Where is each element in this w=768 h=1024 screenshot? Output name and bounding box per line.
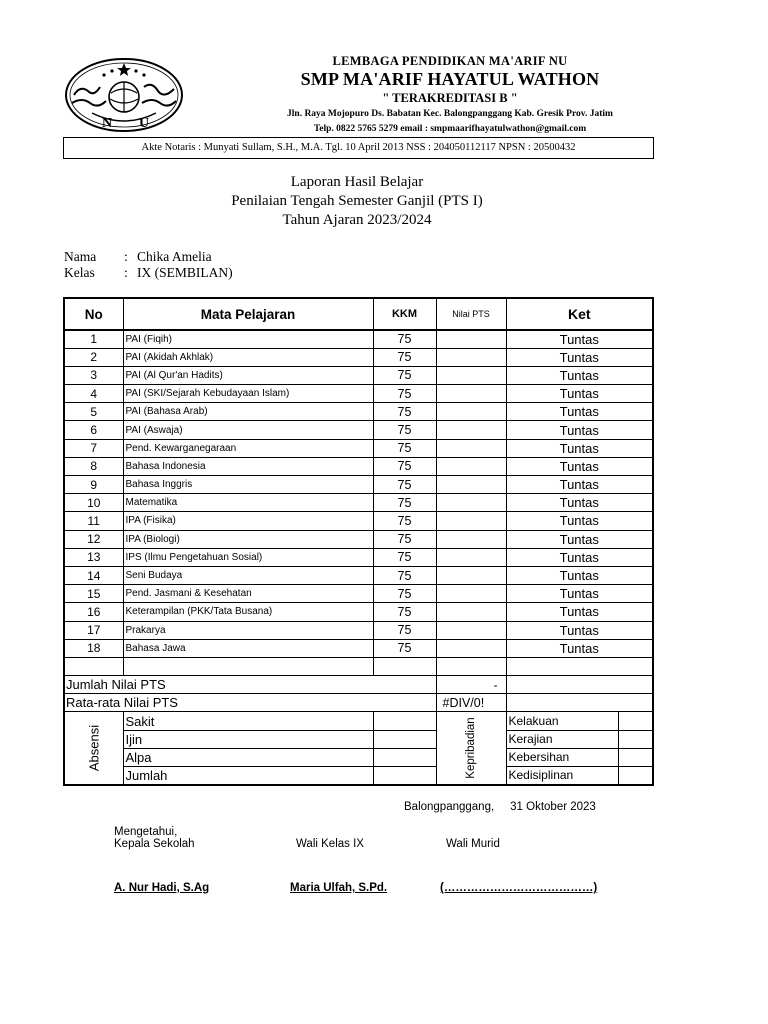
- row-score: [436, 530, 506, 548]
- parent-name: (…………………………………): [440, 882, 598, 894]
- row-number: 1: [64, 330, 123, 348]
- table-row: [64, 512, 653, 530]
- average-label: Rata-rata Nilai PTS: [64, 694, 436, 712]
- row-ket: Tuntas: [506, 476, 653, 494]
- row-number: 11: [64, 512, 123, 530]
- principal-title: Kepala Sekolah: [114, 838, 195, 850]
- school-contact: Telp. 0822 5765 5279 email : smpmaarifhayatulwathon@gmail.com: [313, 124, 587, 134]
- row-kkm: 75: [373, 348, 436, 366]
- personality-title-text: Kepribadian: [465, 717, 477, 779]
- row-number: 4: [64, 385, 123, 403]
- akte-notaris: Akte Notaris : Munyati Sullam, S.H., M.A. Tgl. 10 April 2013 NSS : 204050112117 NPSN : 20500432: [63, 137, 654, 159]
- row-ket: Tuntas: [506, 366, 653, 384]
- attendance-value: [373, 748, 436, 766]
- attendance-item: Alpa: [123, 748, 373, 766]
- personality-title: [436, 712, 506, 785]
- attendance-row: [64, 748, 653, 766]
- row-ket: Tuntas: [506, 512, 653, 530]
- row-score: [436, 330, 506, 348]
- attendance-value: [373, 767, 436, 785]
- row-kkm: 75: [373, 366, 436, 384]
- row-score: [436, 421, 506, 439]
- attendance-row: [64, 730, 653, 748]
- row-ket: Tuntas: [506, 385, 653, 403]
- total-label: Jumlah Nilai PTS: [64, 676, 436, 694]
- empty-cell: [373, 657, 436, 675]
- row-ket: Tuntas: [506, 403, 653, 421]
- row-ket: Tuntas: [506, 348, 653, 366]
- row-subject: Bahasa Jawa: [123, 639, 373, 657]
- total-row: [64, 676, 653, 694]
- parent-title: Wali Murid: [446, 838, 500, 850]
- average-value: #DIV/0!: [436, 694, 506, 712]
- report-subtitle: Penilaian Tengah Semester Ganjil (PTS I): [231, 193, 483, 209]
- row-subject: Seni Budaya: [123, 566, 373, 584]
- row-kkm: 75: [373, 476, 436, 494]
- row-subject: Matematika: [123, 494, 373, 512]
- name-colon: :: [124, 249, 128, 264]
- table-row: [64, 348, 653, 366]
- row-subject: PAI (Al Qur'an Hadits): [123, 366, 373, 384]
- grade-table: [63, 297, 654, 786]
- school-logo: [64, 57, 184, 133]
- student-name: Chika Amelia: [137, 249, 212, 264]
- row-score: [436, 348, 506, 366]
- acknowledged-label: Mengetahui,: [114, 826, 178, 838]
- personality-item: Kerajian: [506, 730, 618, 748]
- row-number: 8: [64, 457, 123, 475]
- empty-row: [64, 657, 653, 675]
- table-row: [64, 457, 653, 475]
- table-header: [64, 298, 653, 330]
- personality-value: [618, 712, 653, 730]
- total-value: -: [436, 676, 506, 694]
- table-row: [64, 621, 653, 639]
- empty-cell: [506, 657, 653, 675]
- row-number: 2: [64, 348, 123, 366]
- personality-value: [618, 767, 653, 785]
- row-kkm: 75: [373, 530, 436, 548]
- row-number: 18: [64, 639, 123, 657]
- row-kkm: 75: [373, 385, 436, 403]
- row-subject: Pend. Kewarganegaraan: [123, 439, 373, 457]
- attendance-item: Sakit: [123, 712, 373, 730]
- row-ket: Tuntas: [506, 530, 653, 548]
- row-score: [436, 585, 506, 603]
- row-subject: PAI (Akidah Akhlak): [123, 348, 373, 366]
- row-ket: Tuntas: [506, 494, 653, 512]
- row-subject: PAI (Bahasa Arab): [123, 403, 373, 421]
- row-kkm: 75: [373, 621, 436, 639]
- table-row: [64, 566, 653, 584]
- school-address: Jln. Raya Mojopuro Ds. Babatan Kec. Balongpanggang Kab. Gresik Prov. Jatim: [287, 109, 613, 119]
- row-number: 17: [64, 621, 123, 639]
- row-number: 9: [64, 476, 123, 494]
- logo-letter-u: U: [139, 116, 150, 131]
- attendance-row: [64, 712, 653, 730]
- logo-letter-n: N: [102, 116, 113, 131]
- header-kkm: KKM: [373, 298, 436, 330]
- row-subject: PAI (SKI/Sejarah Kebudayaan Islam): [123, 385, 373, 403]
- student-class: IX (SEMBILAN): [137, 265, 233, 280]
- row-subject: Keterampilan (PKK/Tata Busana): [123, 603, 373, 621]
- header-no: No: [64, 298, 123, 330]
- row-number: 15: [64, 585, 123, 603]
- row-ket: Tuntas: [506, 439, 653, 457]
- name-label: Nama: [64, 249, 97, 264]
- row-number: 10: [64, 494, 123, 512]
- table-row: [64, 366, 653, 384]
- principal-name: A. Nur Hadi, S.Ag: [114, 882, 210, 894]
- institution-name: LEMBAGA PENDIDIKAN MA'ARIF NU: [332, 54, 568, 68]
- row-kkm: 75: [373, 639, 436, 657]
- row-score: [436, 457, 506, 475]
- row-number: 6: [64, 421, 123, 439]
- header-subject: Mata Pelajaran: [123, 298, 373, 330]
- row-score: [436, 494, 506, 512]
- row-score: [436, 366, 506, 384]
- row-score: [436, 621, 506, 639]
- row-kkm: 75: [373, 439, 436, 457]
- row-ket: Tuntas: [506, 566, 653, 584]
- row-number: 14: [64, 566, 123, 584]
- table-row: [64, 403, 653, 421]
- row-kkm: 75: [373, 566, 436, 584]
- row-ket: Tuntas: [506, 603, 653, 621]
- personality-item: Kelakuan: [506, 712, 618, 730]
- personality-value: [618, 748, 653, 766]
- row-score: [436, 403, 506, 421]
- homeroom-name: Maria Ulfah, S.Pd.: [290, 882, 388, 894]
- row-ket: Tuntas: [506, 330, 653, 348]
- row-score: [436, 385, 506, 403]
- personality-item: Kedisiplinan: [506, 767, 618, 785]
- table-row: [64, 494, 653, 512]
- row-subject: PAI (Fiqih): [123, 330, 373, 348]
- table-row: [64, 530, 653, 548]
- accreditation: " TERAKREDITASI B ": [382, 91, 518, 105]
- personality-value: [618, 730, 653, 748]
- row-ket: Tuntas: [506, 585, 653, 603]
- row-number: 13: [64, 548, 123, 566]
- class-label: Kelas: [64, 265, 95, 280]
- row-number: 7: [64, 439, 123, 457]
- header-ket: Ket: [506, 298, 653, 330]
- attendance-value: [373, 730, 436, 748]
- row-number: 12: [64, 530, 123, 548]
- table-row: [64, 639, 653, 657]
- table-row: [64, 603, 653, 621]
- row-score: [436, 603, 506, 621]
- row-score: [436, 548, 506, 566]
- row-kkm: 75: [373, 512, 436, 530]
- school-name: SMP MA'ARIF HAYATUL WATHON: [300, 69, 600, 89]
- row-ket: Tuntas: [506, 421, 653, 439]
- row-subject: IPA (Fisika): [123, 512, 373, 530]
- row-kkm: 75: [373, 330, 436, 348]
- row-subject: IPS (Ilmu Pengetahuan Sosial): [123, 548, 373, 566]
- academic-year: Tahun Ajaran 2023/2024: [282, 212, 432, 228]
- row-ket: Tuntas: [506, 639, 653, 657]
- class-colon: :: [124, 265, 128, 280]
- row-kkm: 75: [373, 494, 436, 512]
- place-date: Balongpanggang, 31 Oktober 2023: [404, 801, 596, 813]
- empty-cell: [436, 657, 506, 675]
- row-ket: Tuntas: [506, 548, 653, 566]
- row-kkm: 75: [373, 403, 436, 421]
- attendance-item: Ijin: [123, 730, 373, 748]
- table-row: [64, 421, 653, 439]
- row-score: [436, 512, 506, 530]
- row-score: [436, 476, 506, 494]
- attendance-item: Jumlah: [123, 767, 373, 785]
- row-subject: PAI (Aswaja): [123, 421, 373, 439]
- row-kkm: 75: [373, 585, 436, 603]
- row-number: 16: [64, 603, 123, 621]
- homeroom-title: Wali Kelas IX: [296, 838, 364, 850]
- empty-cell: [123, 657, 373, 675]
- row-number: 3: [64, 366, 123, 384]
- attendance-title-text: Absensi: [86, 724, 102, 772]
- row-subject: Bahasa Indonesia: [123, 457, 373, 475]
- row-kkm: 75: [373, 421, 436, 439]
- table-row: [64, 585, 653, 603]
- row-subject: IPA (Biologi): [123, 530, 373, 548]
- header-score: Nilai PTS: [436, 298, 506, 330]
- average-row: [64, 694, 653, 712]
- attendance-value: [373, 712, 436, 730]
- row-kkm: 75: [373, 457, 436, 475]
- table-row: [64, 476, 653, 494]
- table-row: [64, 385, 653, 403]
- report-title: Laporan Hasil Belajar: [290, 174, 424, 190]
- row-subject: Bahasa Inggris: [123, 476, 373, 494]
- row-score: [436, 566, 506, 584]
- attendance-title: [64, 712, 123, 785]
- personality-item: Kebersihan: [506, 748, 618, 766]
- attendance-row: [64, 767, 653, 785]
- average-ket: [506, 694, 653, 712]
- empty-cell: [64, 657, 123, 675]
- table-row: [64, 330, 653, 348]
- row-ket: Tuntas: [506, 621, 653, 639]
- row-score: [436, 639, 506, 657]
- row-kkm: 75: [373, 548, 436, 566]
- total-ket: [506, 676, 653, 694]
- row-number: 5: [64, 403, 123, 421]
- row-ket: Tuntas: [506, 457, 653, 475]
- row-score: [436, 439, 506, 457]
- table-row: [64, 548, 653, 566]
- row-subject: Pend. Jasmani & Kesehatan: [123, 585, 373, 603]
- row-kkm: 75: [373, 603, 436, 621]
- table-row: [64, 439, 653, 457]
- row-subject: Prakarya: [123, 621, 373, 639]
